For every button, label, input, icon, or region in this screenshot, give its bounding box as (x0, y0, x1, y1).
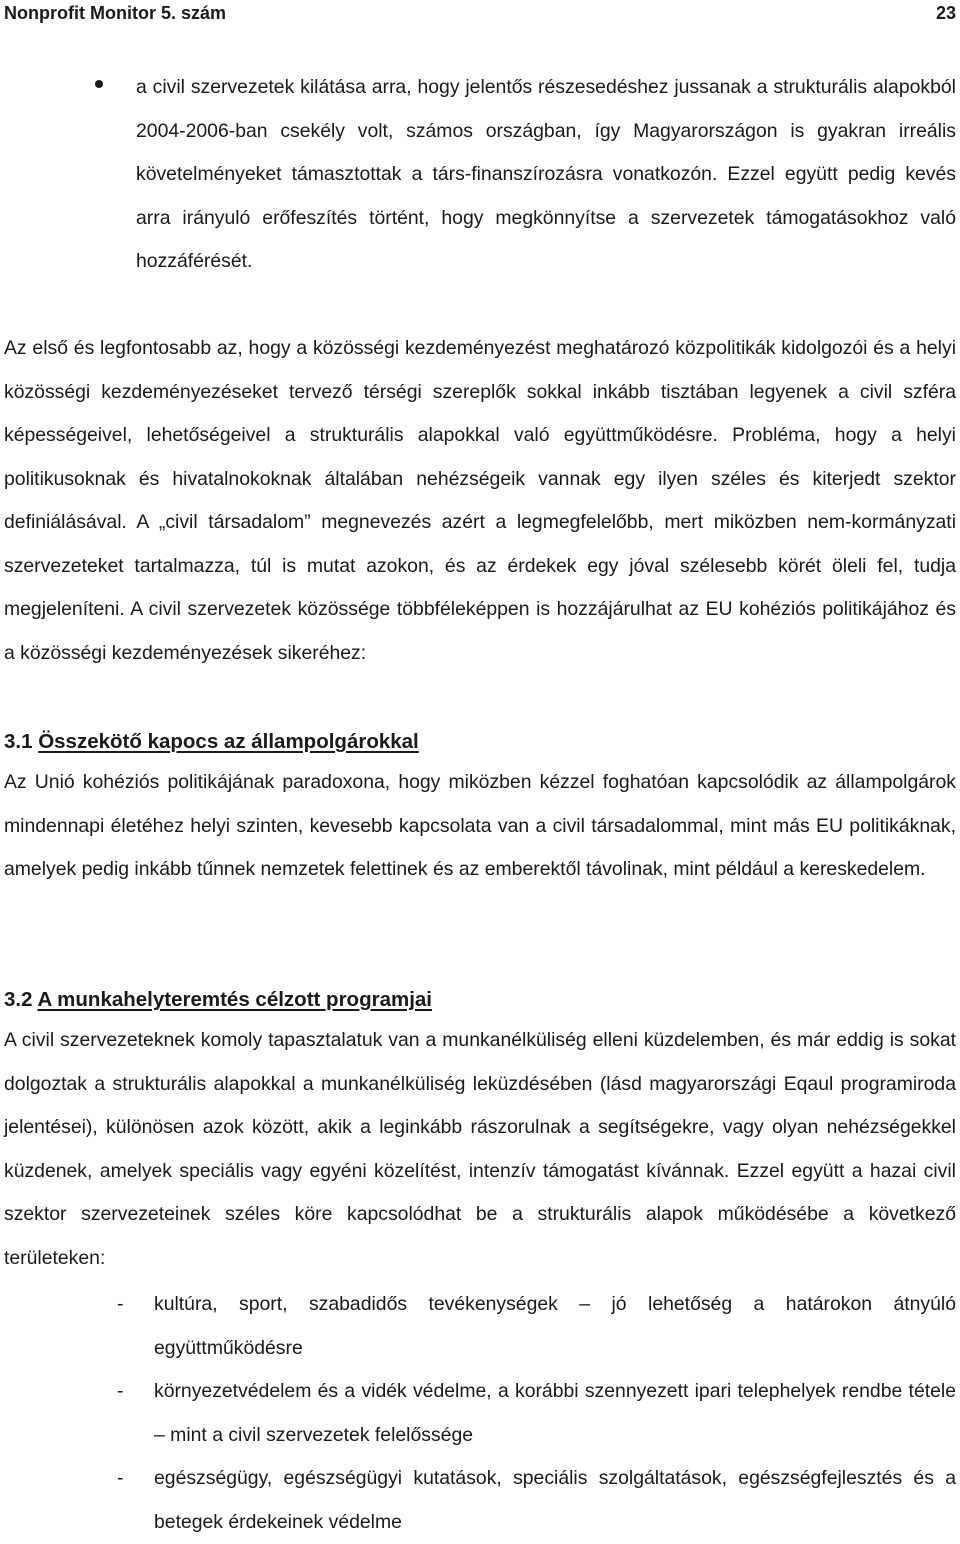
section-title: Összekötő kapocs az állampolgárokkal (38, 730, 419, 753)
section-heading (4, 985, 432, 1015)
list-item-text: egészségügy, egészségügyi kutatások, speciális szolgáltatások, egészségfejlesztés és a betegek érdekeinek védelme (154, 1467, 956, 1533)
bullet-icon (95, 80, 103, 88)
section-body (4, 1019, 956, 1280)
section-body (4, 761, 956, 892)
section-body-text: Az Unió kohéziós politikájának paradoxona, hogy miközben kézzel foghatóan kapcsolódik az állampolgárok mindennapi életéhez helyi szinten, kevesebb kapcsolata van a civil társadalommal, mint más EU politikáknak, amelyek pedig inkább tűnnek nemzetek felettinek és az emberektől távolinak, mint például a kereskedelem. (4, 771, 956, 880)
list-item (4, 1457, 956, 1544)
paragraph-text: Az első és legfontosabb az, hogy a közösségi kezdeményezést meghatározó közpolitikák kidolgozói és a helyi közösségi kezdeményezéseket tervező térségi szereplők sokkal inkább tisztában legyenek a civil szféra képességeivel, lehetőségeivel a strukturális alapokkal való együttműködésre. Probléma, hogy a helyi politikusoknak és hivatalnokoknak általában nehézségeik vannak egy ilyen széles és kiterjedt szektor definiálásával. A „civil társadalom” megnevezés azért a legmegfelelőbb, mert miközben nem-kormányzati szervezeteket tartalmazza, túl is mutat azokon, és az érdekek egy jóval szélesebb körét öleli fel, tudja megjeleníteni. A civil szervezetek közössége többféleképpen is hozzájárulhat az EU kohéziós politikájához és a közösségi kezdeményezések sikeréhez: (4, 337, 956, 664)
publication-title: Nonprofit Monitor 5. szám (4, 3, 226, 23)
list-item-text: környezetvédelem és a vidék védelme, a korábbi szennyezett ipari telephelyek rendbe tétele – mint a civil szervezetek felelőssége (154, 1380, 956, 1446)
dash-list (4, 1283, 956, 1544)
running-header (4, 0, 956, 26)
section-heading (4, 727, 419, 757)
bullet-paragraph (136, 66, 956, 284)
page-number: 23 (935, 3, 956, 23)
list-item (4, 1370, 956, 1457)
section-title: A munkahelyteremtés célzott programjai (37, 988, 432, 1011)
body-paragraph (4, 327, 956, 675)
dash-marker: - (117, 1380, 124, 1402)
bullet-paragraph-text: a civil szervezetek kilátása arra, hogy jelentős részesedéshez jussanak a strukturális alapokból 2004-2006-ban csekély volt, számos országban, így Magyarországon is gyakran irreális követelményeket támasztottak a társ-finanszírozásra vonatkozón. Ezzel együtt pedig kevés arra irányuló erőfeszítés történt, hogy megkönnyítse a szervezetek támogatásokhoz való hozzáférését. (136, 76, 956, 272)
section-body-text: A civil szervezeteknek komoly tapasztalatuk van a munkanélküliség elleni küzdelemben, és már eddig is sokat dolgoztak a strukturális alapokkal a munkanélküliség leküzdésében (lásd magyarországi Eqaul programiroda jelentései), különösen azok között, akik a leginkább rászorulnak a segítségekre, vagy olyan nehézségekkel küzdenek, amelyek speciális vagy egyéni közelítést, intenzív támogatást kívánnak. Ezzel együtt a hazai civil szektor szervezeteinek széles köre kapcsolódhat be a strukturális alapok működésébe a következő területeken: (4, 1029, 956, 1269)
list-item-text: kultúra, sport, szabadidős tevékenységek – jó lehetőség a határokon átnyúló együttműködésre (154, 1293, 956, 1359)
section-number: 3.1 (4, 730, 33, 753)
dash-marker: - (117, 1293, 124, 1315)
section-number: 3.2 (4, 988, 33, 1011)
list-item (4, 1283, 956, 1370)
dash-marker: - (117, 1467, 124, 1489)
